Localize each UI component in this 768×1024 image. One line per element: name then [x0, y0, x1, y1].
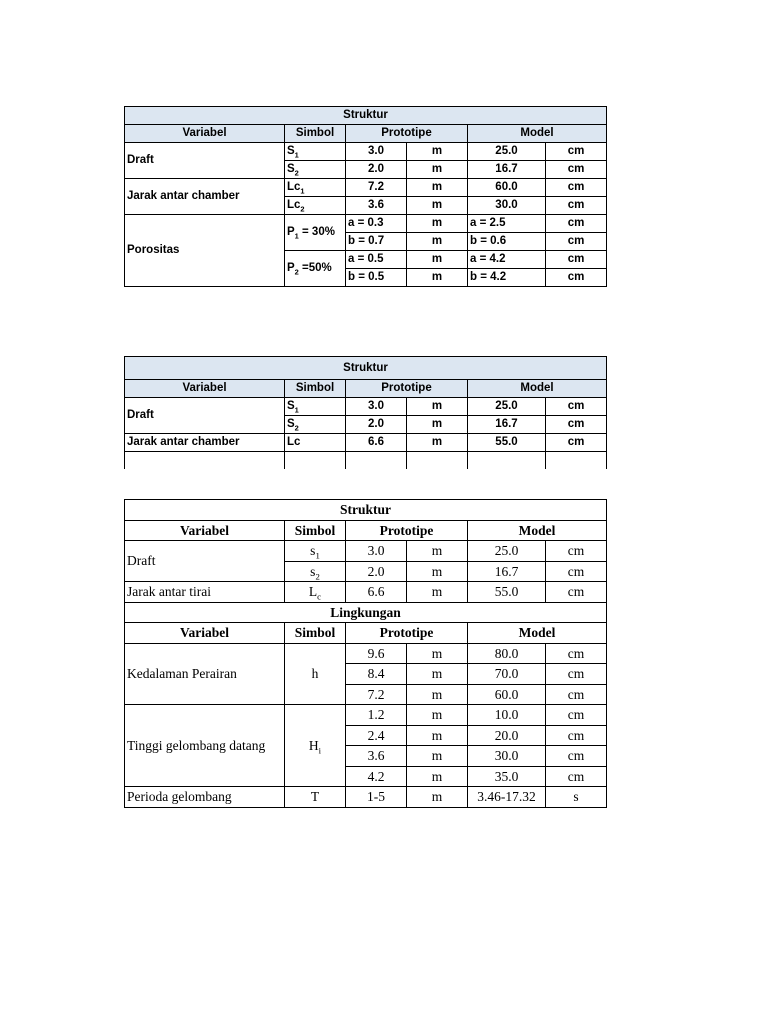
simbol-cell: $P_1 = 30\%$ — [285, 215, 346, 251]
model-value: 16.7 — [468, 416, 546, 434]
simbol-cell: T — [285, 787, 346, 808]
prototipe-unit: m — [407, 416, 468, 434]
table-row — [125, 398, 607, 416]
model-unit: cm — [546, 215, 607, 233]
model-unit: cm — [546, 197, 607, 215]
simbol-cell: $S_2$ — [285, 416, 346, 434]
prototipe-value: 2.0 — [346, 161, 407, 179]
variabel-jarak: Jarak antar chamber — [125, 434, 285, 452]
prototipe-value: 6.6 — [346, 582, 407, 603]
header-variabel: Variabel — [125, 520, 285, 541]
model-unit: cm — [546, 233, 607, 251]
model-value: a = 2.5 — [468, 215, 546, 233]
simbol-cell: $s_2$ — [285, 561, 346, 582]
simbol-cell: $P_2 =50\%$ — [285, 251, 346, 287]
prototipe-value: 3.0 — [346, 541, 407, 562]
struktur-table-1 — [124, 106, 607, 287]
model-value: 3.46-17.32 — [468, 787, 546, 808]
prototipe-value: 7.2 — [346, 684, 407, 705]
variabel-draft: Draft — [125, 143, 285, 179]
prototipe-unit: m — [407, 705, 468, 726]
table-row — [125, 787, 607, 808]
prototipe-unit: m — [407, 684, 468, 705]
prototipe-unit: m — [407, 541, 468, 562]
header-prototipe: Prototipe — [346, 623, 468, 644]
model-unit: cm — [546, 746, 607, 767]
prototipe-value: 9.6 — [346, 643, 407, 664]
header-prototipe: Prototipe — [346, 380, 468, 398]
model-value: 35.0 — [468, 766, 546, 787]
prototipe-value: 3.6 — [346, 197, 407, 215]
table-row — [125, 705, 607, 726]
prototipe-value: b = 0.7 — [346, 233, 407, 251]
model-unit: cm — [546, 179, 607, 197]
prototipe-unit: m — [407, 746, 468, 767]
simbol-cell: $Lc_1$ — [285, 179, 346, 197]
prototipe-value: 1.2 — [346, 705, 407, 726]
prototipe-unit: m — [407, 197, 468, 215]
prototipe-unit: m — [407, 725, 468, 746]
prototipe-unit: m — [407, 398, 468, 416]
prototipe-value: 2.0 — [346, 561, 407, 582]
prototipe-unit: m — [407, 643, 468, 664]
header-model: Model — [468, 520, 607, 541]
simbol-cell: $S_1$ — [285, 398, 346, 416]
model-unit: cm — [546, 725, 607, 746]
header-variabel: Variabel — [125, 380, 285, 398]
prototipe-value: 4.2 — [346, 766, 407, 787]
header-simbol: Simbol — [285, 380, 346, 398]
variabel-draft: Draft — [125, 541, 285, 582]
model-unit: cm — [546, 434, 607, 452]
model-value: 30.0 — [468, 746, 546, 767]
prototipe-unit: m — [407, 434, 468, 452]
model-unit: cm — [546, 664, 607, 685]
table-row — [125, 143, 607, 161]
variabel-draft: Draft — [125, 398, 285, 434]
prototipe-unit: m — [407, 251, 468, 269]
variabel-jarak: Jarak antar tirai — [125, 582, 285, 603]
model-value: 25.0 — [468, 541, 546, 562]
header-variabel: Variabel — [125, 623, 285, 644]
prototipe-value: a = 0.3 — [346, 215, 407, 233]
prototipe-value: 8.4 — [346, 664, 407, 685]
header-model: Model — [468, 623, 607, 644]
table-row — [125, 541, 607, 562]
model-value: 55.0 — [468, 434, 546, 452]
header-model: Model — [468, 125, 607, 143]
table-row — [125, 179, 607, 197]
table-title: Struktur — [125, 107, 607, 125]
model-unit: cm — [546, 582, 607, 603]
table-title: Struktur — [125, 357, 607, 380]
model-unit: cm — [546, 398, 607, 416]
empty-row — [125, 452, 607, 470]
prototipe-unit: m — [407, 143, 468, 161]
model-unit: cm — [546, 161, 607, 179]
prototipe-value: 1-5 — [346, 787, 407, 808]
simbol-cell: $S_2$ — [285, 161, 346, 179]
header-prototipe: Prototipe — [346, 125, 468, 143]
variabel-jarak: Jarak antar chamber — [125, 179, 285, 215]
simbol-cell: h — [285, 643, 346, 705]
struktur-lingkungan-table — [124, 499, 607, 808]
prototipe-unit: m — [407, 664, 468, 685]
model-value: 60.0 — [468, 179, 546, 197]
header-simbol: Simbol — [285, 520, 346, 541]
model-unit: cm — [546, 143, 607, 161]
prototipe-unit: m — [407, 179, 468, 197]
prototipe-value: 3.0 — [346, 398, 407, 416]
prototipe-value: 3.6 — [346, 746, 407, 767]
model-value: 30.0 — [468, 197, 546, 215]
model-value: 20.0 — [468, 725, 546, 746]
model-value: a = 4.2 — [468, 251, 546, 269]
model-unit: cm — [546, 643, 607, 664]
table-title: Struktur — [125, 500, 607, 521]
prototipe-unit: m — [407, 582, 468, 603]
simbol-cell: $H_i$ — [285, 705, 346, 787]
table-row — [125, 434, 607, 452]
variabel-tinggi: Tinggi gelombang datang — [125, 705, 285, 787]
simbol-cell: Lc — [285, 434, 346, 452]
header-simbol: Simbol — [285, 125, 346, 143]
model-unit: cm — [546, 766, 607, 787]
table-row — [125, 643, 607, 664]
model-unit: s — [546, 787, 607, 808]
model-value: 25.0 — [468, 143, 546, 161]
simbol-cell: $L_c$ — [285, 582, 346, 603]
model-unit: cm — [546, 416, 607, 434]
prototipe-value: 2.4 — [346, 725, 407, 746]
prototipe-unit: m — [407, 215, 468, 233]
simbol-cell: $s_1$ — [285, 541, 346, 562]
model-value: 60.0 — [468, 684, 546, 705]
model-unit: cm — [546, 561, 607, 582]
table-row — [125, 582, 607, 603]
model-value: 70.0 — [468, 664, 546, 685]
simbol-cell: $S_1$ — [285, 143, 346, 161]
model-unit: cm — [546, 269, 607, 287]
prototipe-value: 3.0 — [346, 143, 407, 161]
table-row — [125, 215, 607, 233]
model-value: 16.7 — [468, 161, 546, 179]
prototipe-unit: m — [407, 233, 468, 251]
prototipe-value: b = 0.5 — [346, 269, 407, 287]
header-prototipe: Prototipe — [346, 520, 468, 541]
model-value: 16.7 — [468, 561, 546, 582]
model-value: b = 0.6 — [468, 233, 546, 251]
variabel-kedalaman: Kedalaman Perairan — [125, 643, 285, 705]
header-model: Model — [468, 380, 607, 398]
prototipe-unit: m — [407, 561, 468, 582]
struktur-table-2 — [124, 356, 607, 469]
model-value: 80.0 — [468, 643, 546, 664]
variabel-perioda: Perioda gelombang — [125, 787, 285, 808]
prototipe-unit: m — [407, 787, 468, 808]
model-value: b = 4.2 — [468, 269, 546, 287]
prototipe-value: a = 0.5 — [346, 251, 407, 269]
model-unit: cm — [546, 705, 607, 726]
simbol-cell: $Lc_2$ — [285, 197, 346, 215]
model-unit: cm — [546, 541, 607, 562]
model-unit: cm — [546, 684, 607, 705]
model-unit: cm — [546, 251, 607, 269]
model-value: 10.0 — [468, 705, 546, 726]
variabel-porositas: Porositas — [125, 215, 285, 287]
prototipe-unit: m — [407, 161, 468, 179]
model-value: 25.0 — [468, 398, 546, 416]
prototipe-value: 6.6 — [346, 434, 407, 452]
model-value: 55.0 — [468, 582, 546, 603]
prototipe-unit: m — [407, 269, 468, 287]
prototipe-unit: m — [407, 766, 468, 787]
lingkungan-title: Lingkungan — [125, 602, 607, 623]
header-simbol: Simbol — [285, 623, 346, 644]
prototipe-value: 2.0 — [346, 416, 407, 434]
header-variabel: Variabel — [125, 125, 285, 143]
prototipe-value: 7.2 — [346, 179, 407, 197]
